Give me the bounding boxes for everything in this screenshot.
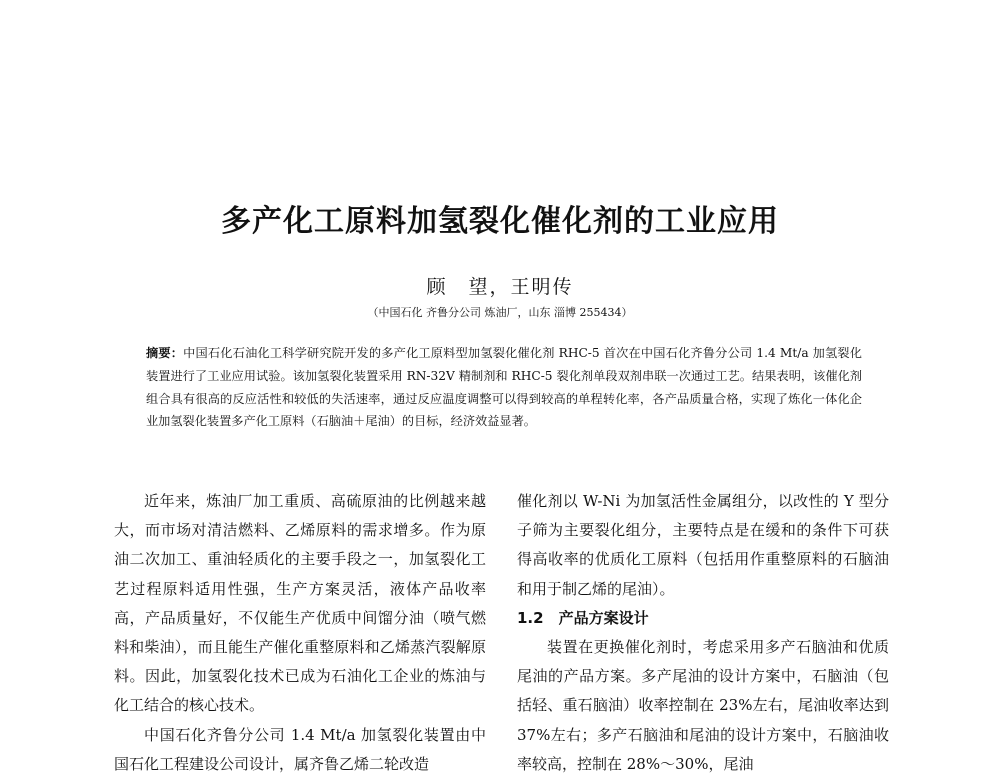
affiliation: （中国石化 齐鲁分公司 炼油厂，山东 淄博 255434） [367, 306, 633, 319]
right-column [517, 487, 889, 779]
section-heading-1-2: 1.2 产品方案设计 [517, 608, 649, 627]
abstract-text: 中国石化石油化工科学研究院开发的多产化工原料型加氢裂化催化剂 RHC-5 首次在中国石化齐鲁分公司 1.4 Mt/a 加氢裂化装置进行了工业应用试验。该加氢裂化装置采用 RN-32V 精制剂和 RHC-5 裂化剂单段双剂串联一次通过工艺。结果表明，该催化剂组合具有很高的反应活性和较低的失活速率，通过反应温度调整可以得到较高的单程转化率，各产品质量合格，实现了炼化一体化企业加氢裂化装置多产化工原料（石脑油＋尾油）的目标，经济效益显著。 [146, 346, 862, 429]
right-paragraph-2: 装置在更换催化剂时，考虑采用多产石脑油和优质尾油的产品方案。多产尾油的设计方案中，石脑油（包括轻、重石脑油）收率控制在 23%左右，尾油收率达到 37%左右；多产石脑油和尾油的设计方案中，石脑油收率较高，控制在 28%～30%，尾油 [517, 638, 889, 773]
paper-title: 多产化工原料加氢裂化催化剂的工业应用 [221, 204, 779, 239]
authors: 顾 望，王明传 [426, 276, 574, 298]
left-paragraph-1: 近年来，炼油厂加工重质、高硫原油的比例越来越大，而市场对清洁燃料、乙烯原料的需求增多。作为原油二次加工、重油轻质化的主要手段之一，加氢裂化工艺过程原料适用性强，生产方案灵活，液体产品收率高，产品质量好，不仅能生产优质中间馏分油（喷气燃料和柴油），而且能生产催化重整原料和乙烯蒸汽裂解原料。因此，加氢裂化技术已成为石油化工企业的炼油与化工结合的核心技术。 [114, 492, 486, 715]
right-paragraph-1: 催化剂以 W-Ni 为加氢活性金属组分，以改性的 Y 型分子筛为主要裂化组分，主要特点是在缓和的条件下可获得高收率的优质化工原料（包括用作重整原料的石脑油和用于制乙烯的尾油）。 [517, 492, 889, 598]
left-paragraph-2: 中国石化齐鲁分公司 1.4 Mt/a 加氢裂化装置由中国石化工程建设公司设计，属齐鲁乙烯二轮改造 [114, 725, 486, 773]
left-column [114, 487, 486, 779]
abstract-label: 摘要： [146, 346, 184, 360]
abstract [146, 342, 862, 433]
